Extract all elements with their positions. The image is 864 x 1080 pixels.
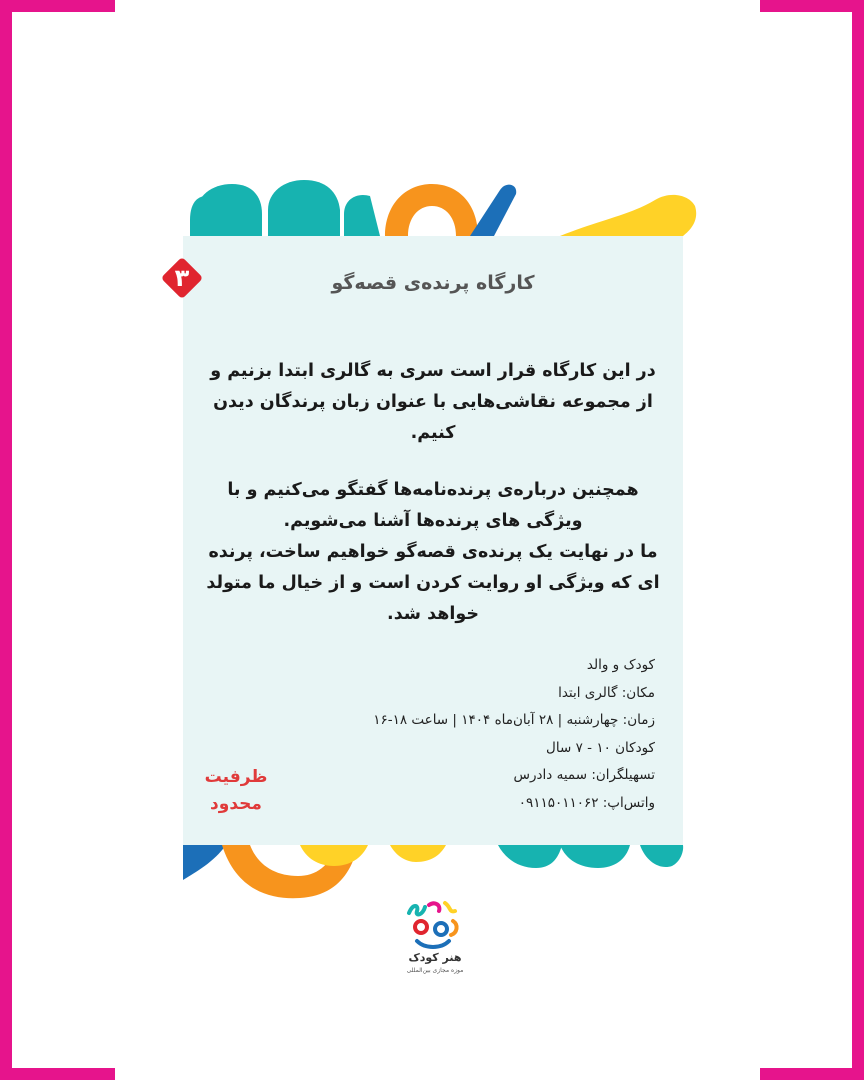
description-paragraph-3: ما در نهایت یک پرنده‌ی قصه‌گو خواهیم ساخت، پرنده ای که ویژگی او روایت کردن است و از خیال ما متولد خواهد شد. [206, 542, 660, 624]
workshop-info [330, 652, 655, 817]
description-paragraph-1: در این کارگاه قرار است سری به گالری ابتدا بزنیم و از مجموعه نقاشی‌هایی با عنوان زبان پرندگان دیدن کنیم. [210, 361, 656, 443]
info-place: مکان: گالری ابتدا [558, 684, 655, 701]
workshop-description [205, 356, 661, 630]
logo-tagline: موزه مجازی بین‌المللی [406, 967, 464, 974]
logo-name: هنر کودک [408, 951, 462, 964]
info-facilitators: تسهیلگران: سمیه دادرس [513, 767, 655, 783]
capacity-label [196, 764, 276, 818]
workshop-number: ۳ [174, 264, 190, 292]
info-time: زمان: چهارشنبه | ۲۸ آبان‌ماه ۱۴۰۴ | ساعت ۱۸-۱۶ [373, 712, 655, 728]
capacity-line-2: محدود [210, 794, 262, 814]
info-whatsapp: واتس‌اپ: ۰۹۱۱۵۰۱۱۰۶۲ [518, 794, 655, 811]
description-paragraph-2: همچنین درباره‌ی پرنده‌نامه‌ها گفتگو می‌کنیم و با ویژگی های پرنده‌ها آشنا می‌شویم. [227, 480, 639, 531]
info-age: کودکان ۱۰ - ۷ سال [546, 739, 655, 756]
workshop-title: کارگاه پرنده‌ی قصه‌گو [331, 272, 535, 294]
info-audience: کودک و والد [586, 657, 655, 673]
capacity-line-1: ظرفیت [204, 767, 268, 787]
